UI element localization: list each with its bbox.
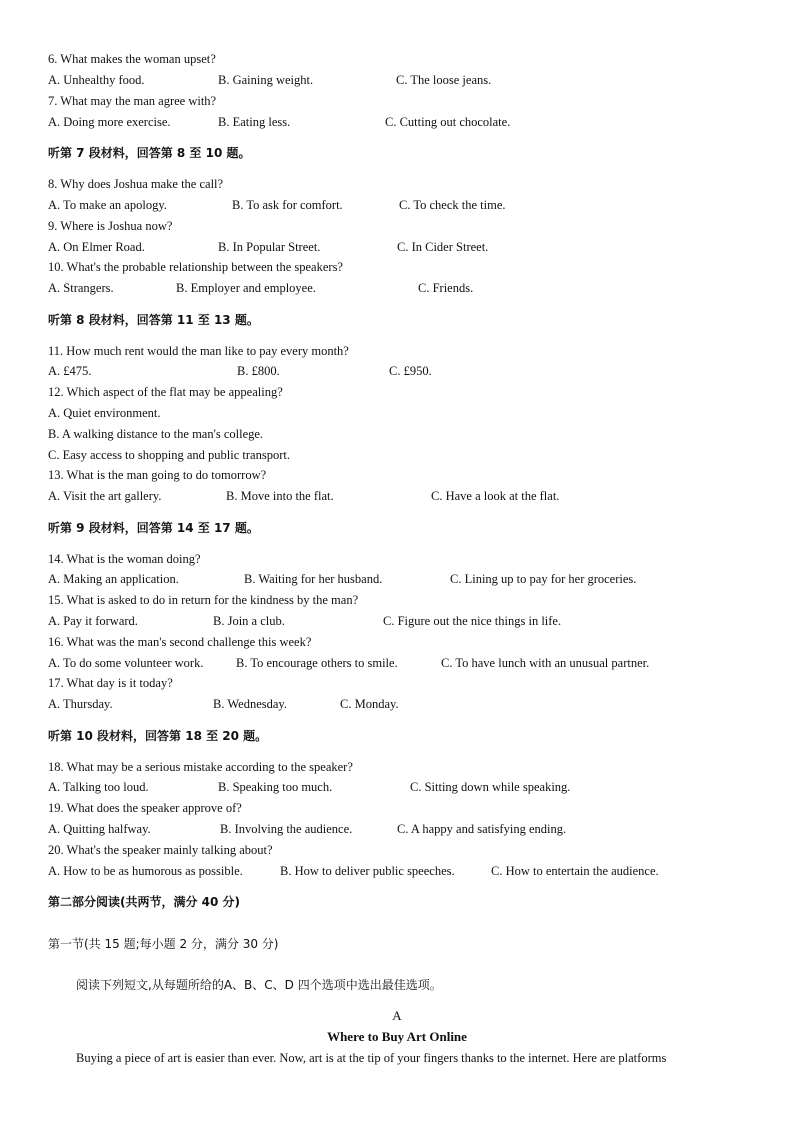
question-13-option-c: C. Have a look at the flat. xyxy=(431,489,560,503)
question-10-option-c: C. Friends. xyxy=(418,281,474,295)
question-17-option-a: A. Thursday. xyxy=(48,697,113,711)
question-17-option-c: C. Monday. xyxy=(340,697,399,711)
question-13-option-a: A. Visit the art gallery. xyxy=(48,489,162,503)
question-14-option-b: B. Waiting for her husband. xyxy=(244,572,383,586)
question-12-option-a: A. Quiet environment. xyxy=(48,406,161,420)
passage-first-line: Buying a piece of art is easier than ever. Now, art is at the tip of your fingers thanks to the internet. Here are platforms xyxy=(76,1051,667,1065)
question-10-option-a: A. Strangers. xyxy=(48,281,114,295)
question-17-option-b: B. Wednesday. xyxy=(213,697,287,711)
question-9-option-a: A. On Elmer Road. xyxy=(48,240,145,254)
question-11-option-c: C. £950. xyxy=(389,364,432,378)
section-heading-7: 听第 7 段材料，回答第 8 至 10 题。 xyxy=(48,146,251,160)
question-15-option-b: B. Join a club. xyxy=(213,614,285,628)
section-heading-8: 听第 8 段材料，回答第 11 至 13 题。 xyxy=(48,313,259,327)
question-7-option-c: C. Cutting out chocolate. xyxy=(385,115,511,129)
question-12-option-c: C. Easy access to shopping and public transport. xyxy=(48,448,290,462)
question-12-option-b: B. A walking distance to the man's college. xyxy=(48,427,264,441)
question-20-stem: 20. What's the speaker mainly talking about? xyxy=(48,843,273,857)
question-7-option-a: A. Doing more exercise. xyxy=(48,115,171,129)
question-8-stem: 8. Why does Joshua make the call? xyxy=(48,177,224,191)
question-12-stem: 12. Which aspect of the flat may be appealing? xyxy=(48,385,283,399)
question-9-option-c: C. In Cider Street. xyxy=(397,240,489,254)
reading-instruction: 阅读下列短文,从每题所给的A、B、C、D 四个选项中选出最佳选项。 xyxy=(76,978,442,992)
question-7-option-b: B. Eating less. xyxy=(218,115,291,129)
question-10-option-b: B. Employer and employee. xyxy=(176,281,316,295)
question-19-option-c: C. A happy and satisfying ending. xyxy=(397,822,567,836)
question-11-option-a: A. £475. xyxy=(48,364,92,378)
question-13-stem: 13. What is the man going to do tomorrow? xyxy=(48,468,267,482)
passage-title: Where to Buy Art Online xyxy=(327,1029,467,1044)
question-16-option-b: B. To encourage others to smile. xyxy=(236,656,398,670)
question-18-option-b: B. Speaking too much. xyxy=(218,780,333,794)
question-20-option-a: A. How to be as humorous as possible. xyxy=(48,864,243,878)
question-20-option-c: C. How to entertain the audience. xyxy=(491,864,659,878)
question-7-stem: 7. What may the man agree with? xyxy=(48,94,217,108)
question-10-stem: 10. What's the probable relationship between the speakers? xyxy=(48,260,343,274)
question-14-stem: 14. What is the woman doing? xyxy=(48,552,201,566)
section-heading-9: 听第 9 段材料，回答第 14 至 17 题。 xyxy=(48,521,259,535)
question-8-option-a: A. To make an apology. xyxy=(48,198,167,212)
question-14-option-a: A. Making an application. xyxy=(48,572,179,586)
question-9-stem: 9. Where is Joshua now? xyxy=(48,219,173,233)
question-8-option-c: C. To check the time. xyxy=(399,198,506,212)
question-18-option-c: C. Sitting down while speaking. xyxy=(410,780,571,794)
question-19-option-a: A. Quitting halfway. xyxy=(48,822,151,836)
question-6-option-b: B. Gaining weight. xyxy=(218,73,314,87)
question-15-option-c: C. Figure out the nice things in life. xyxy=(383,614,562,628)
question-18-stem: 18. What may be a serious mistake according to the speaker? xyxy=(48,760,353,774)
part-two-heading: 第二部分阅读(共两节，满分 40 分) xyxy=(48,895,241,909)
question-11-stem: 11. How much rent would the man like to pay every month? xyxy=(48,344,349,358)
question-16-stem: 16. What was the man's second challenge this week? xyxy=(48,635,312,649)
question-16-option-c: C. To have lunch with an unusual partner. xyxy=(441,656,650,670)
question-6-option-c: C. The loose jeans. xyxy=(396,73,492,87)
question-6-stem: 6. What makes the woman upset? xyxy=(48,52,216,66)
question-14-option-c: C. Lining up to pay for her groceries. xyxy=(450,572,637,586)
question-6-option-a: A. Unhealthy food. xyxy=(48,73,145,87)
question-20-option-b: B. How to deliver public speeches. xyxy=(280,864,455,878)
question-16-option-a: A. To do some volunteer work. xyxy=(48,656,204,670)
question-19-stem: 19. What does the speaker approve of? xyxy=(48,801,242,815)
question-13-option-b: B. Move into the flat. xyxy=(226,489,334,503)
section-one-heading: 第一节(共 15 题;每小题 2 分，满分 30 分) xyxy=(48,937,279,951)
passage-letter: A xyxy=(392,1008,402,1023)
question-17-stem: 17. What day is it today? xyxy=(48,676,173,690)
question-11-option-b: B. £800. xyxy=(237,364,280,378)
question-15-stem: 15. What is asked to do in return for the kindness by the man? xyxy=(48,593,359,607)
question-15-option-a: A. Pay it forward. xyxy=(48,614,138,628)
question-18-option-a: A. Talking too loud. xyxy=(48,780,149,794)
question-8-option-b: B. To ask for comfort. xyxy=(232,198,343,212)
question-9-option-b: B. In Popular Street. xyxy=(218,240,321,254)
section-heading-10: 听第 10 段材料，回答第 18 至 20 题。 xyxy=(48,729,268,743)
question-19-option-b: B. Involving the audience. xyxy=(220,822,353,836)
